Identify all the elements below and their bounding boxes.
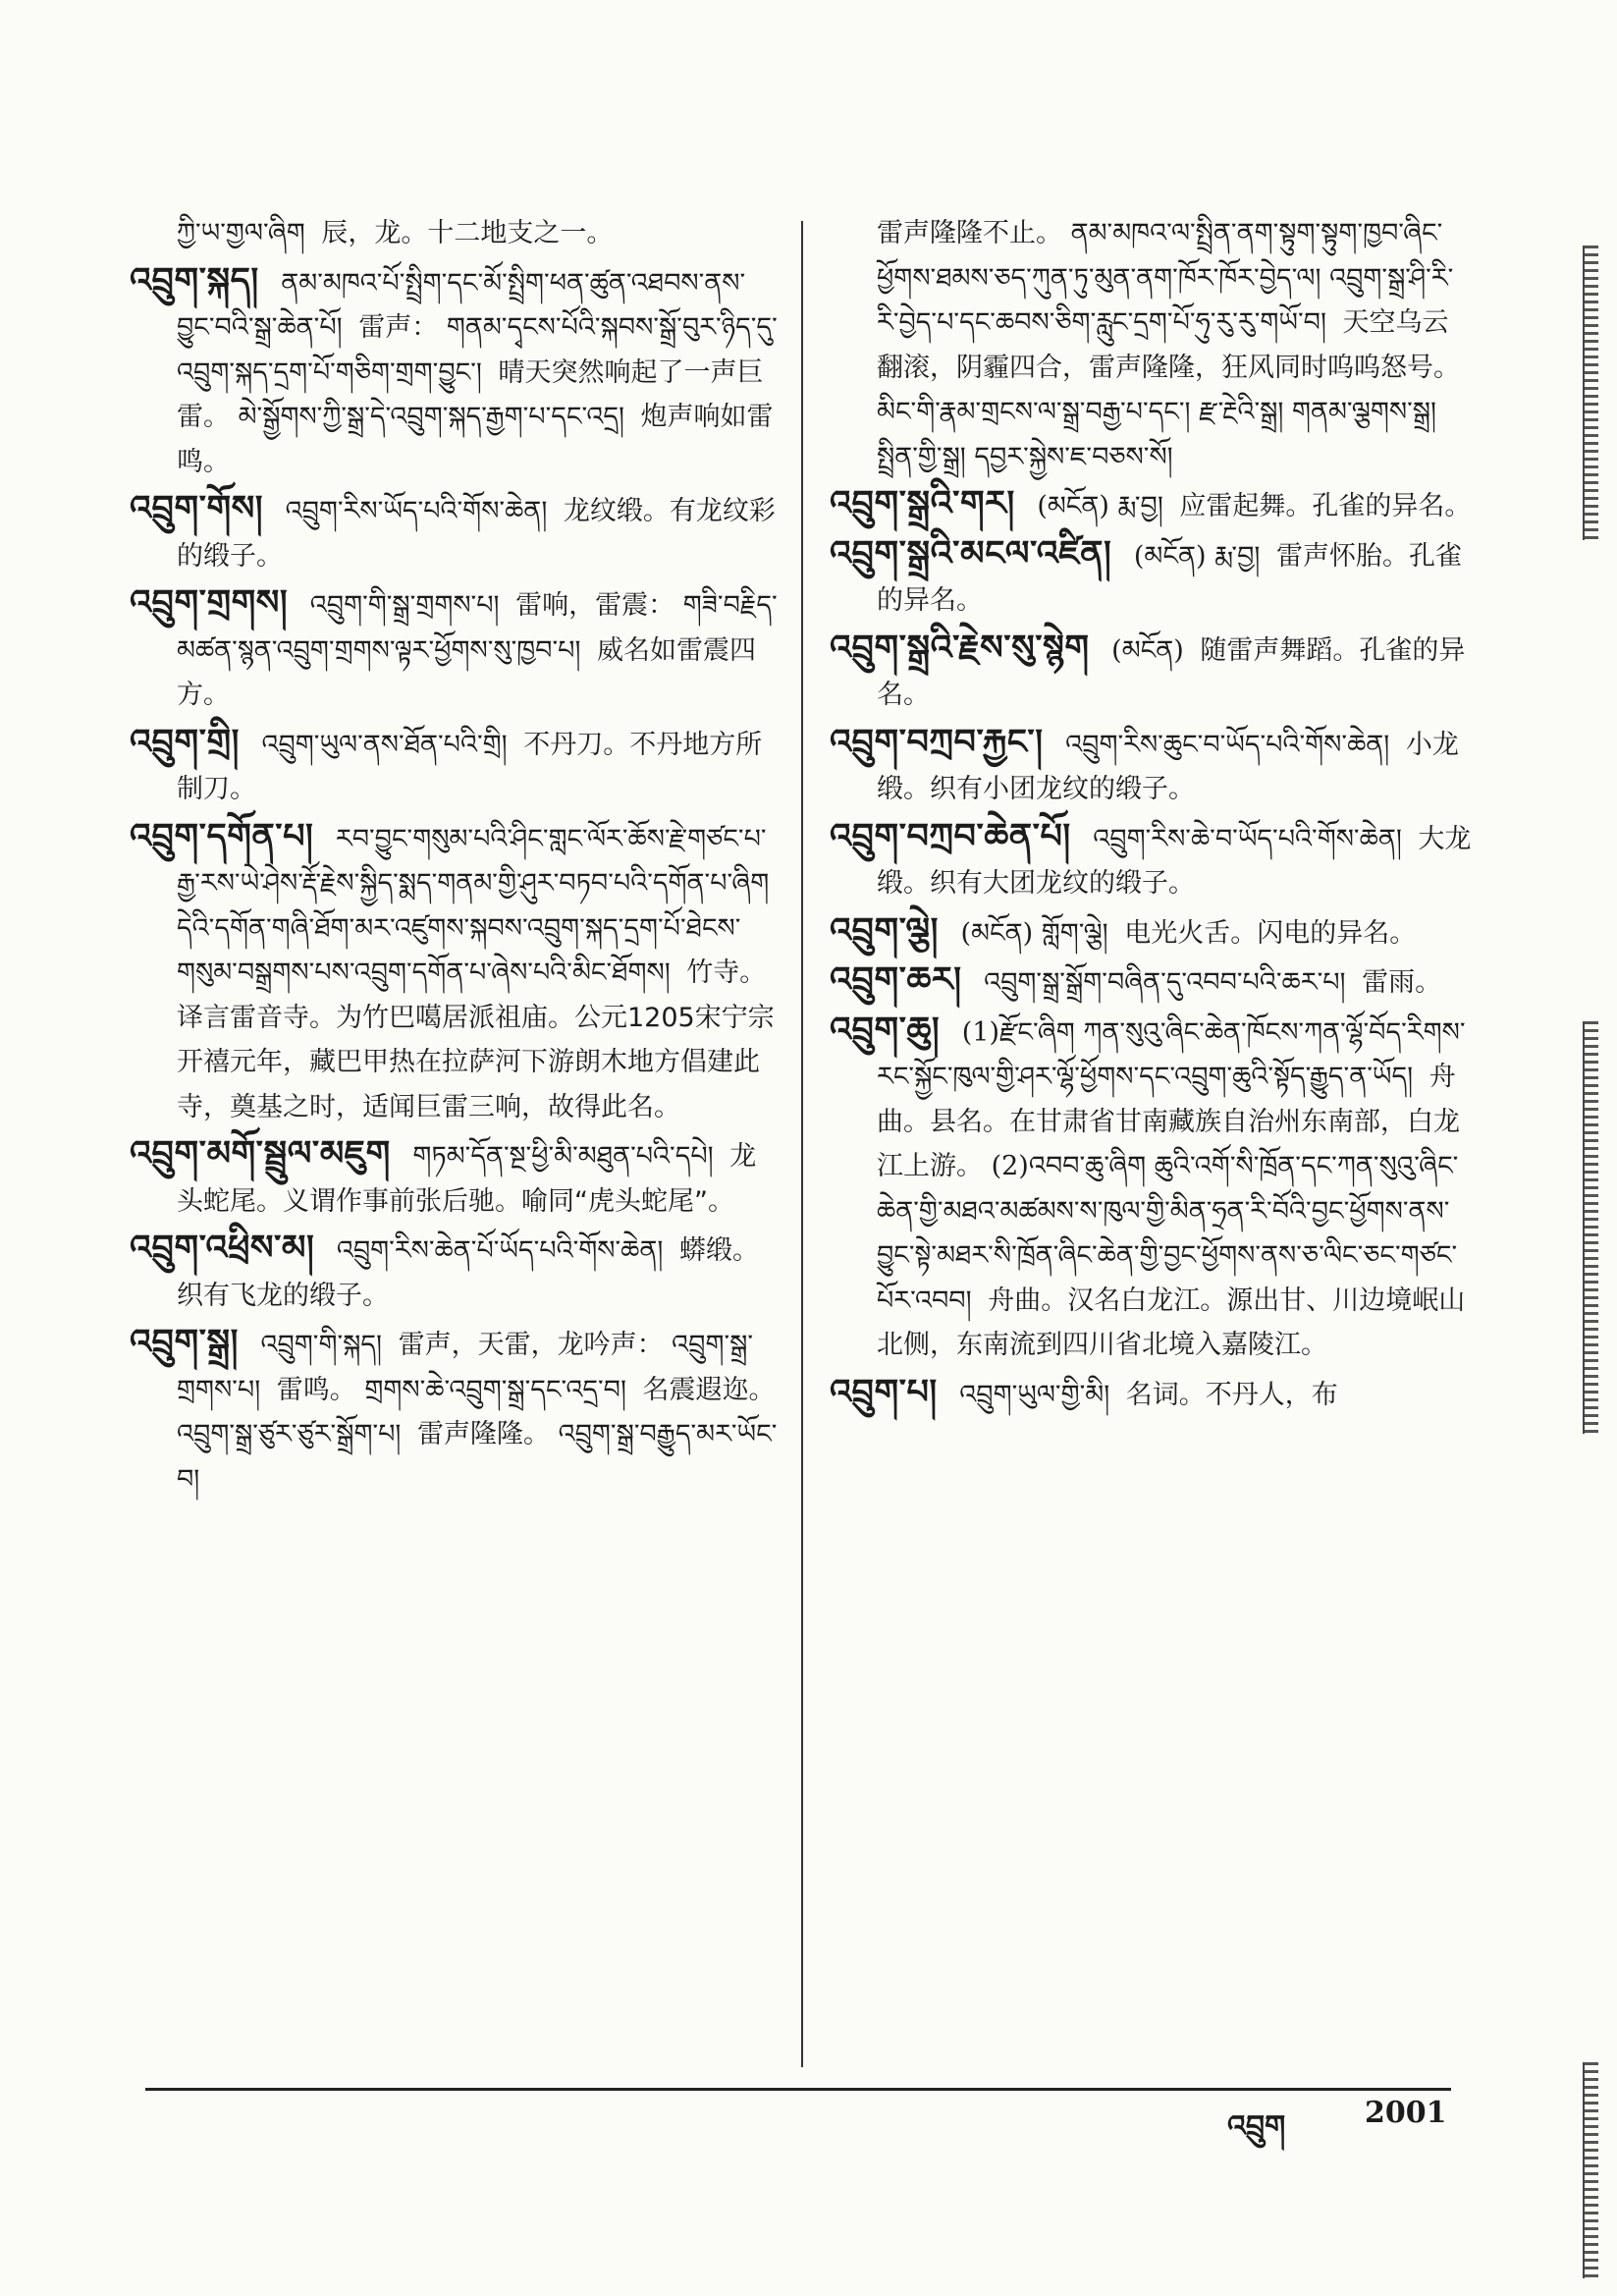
- tibetan-example: ནམ་མཁའ་ལ་སྤྲིན་ནག་སྟུག་སྟུག་ཁྱབ་ཞིང་ཕྱོགས་ཐམས་ཅད་ཀུན་ཏུ་མུན་ནག་ཁོར་ཁོར་བྱེད་ལ། འབྲུག་སྒྲ་ཤི་རི་རི་བྱེད་པ་དང་ཆབས་ཅིག་རླུང་དྲག་པོ་ཧུ་རུ་རུ་གཡོ་བ།: [877, 218, 1454, 338]
- tibetan-example: འབྲུག་སྒྲ་ཙུར་ཙུར་སྒྲོག་པ།: [177, 1419, 410, 1449]
- headword: འབྲུག་གོས།: [130, 488, 264, 528]
- chinese-gloss: 雷响，雷震：: [515, 590, 675, 621]
- chinese-gloss: 电光火舌。闪电的异名。: [1124, 917, 1417, 949]
- dict-entry: [830, 957, 1473, 1006]
- chinese-gloss: 应雷起舞。孔雀的异名。: [1179, 491, 1472, 521]
- dict-entry: [130, 1226, 782, 1318]
- dict-entry: [830, 720, 1473, 812]
- tibetan-definition: (1)རྫོང་ཞིག ཀན་སུའུ་ཞིང་ཆེན་ཁོངས་ཀན་ལྷོ་བོད་རིགས་རང་སྐྱོང་ཁུལ་གྱི་ཤར་ལྷོ་ཕྱོགས་དང་འབྲུག་ཆུའི་སྟོད་རྒྱུད་ན་ཡོད།: [877, 1016, 1466, 1092]
- dict-entry: [830, 1008, 1473, 1368]
- tibetan-definition: རབ་བྱུང་གསུམ་པའི་ཤིང་གླང་ལོར་ཆོས་རྗེ་གཙང་པ་རྒྱ་རས་ཡེ་ཤེས་རྡོ་རྗེས་སྐྱིད་སྨད་གནམ་གྱི་ཤུར་བཏབ་པའི་དགོན་པ་ཞིག དེའི་དགོན་གཞི་ཐོག་མར་འཛུགས་སྐབས་འབྲུག་སྐད་དྲག་པོ་ཐེངས་གསུམ་བསྒྲགས་པས་འབྲུག་དགོན་པ་ཞེས་པའི་མིང་ཐོགས།: [177, 823, 770, 988]
- chinese-gloss: 雷声怀胎。孔雀的异名。: [877, 540, 1462, 616]
- chinese-gloss: 蟒缎。织有飞龙的缎子。: [177, 1235, 759, 1311]
- dict-entry: [130, 486, 782, 578]
- chinese-gloss: 龙纹缎。有龙纹彩的缎子。: [177, 496, 776, 572]
- dict-entry: [830, 211, 1473, 479]
- dict-entry: [830, 531, 1473, 624]
- tibetan-definition: ཀྱི་ཡ་གྱལ་ཞིག: [177, 218, 305, 248]
- chinese-example: 雷鸣。: [276, 1374, 356, 1405]
- chinese-example: 天空乌云翻滚，阴霾四合，雷声隆隆，狂风同时呜呜怒号。: [877, 307, 1460, 383]
- tibetan-example: འབྲུག་སྒྲ་བརྒྱུད་མར་ཡོང་བ།: [177, 1419, 778, 1495]
- chinese-gloss: 小龙缎。织有小团龙纹的缎子。: [877, 729, 1459, 804]
- column-divider: [801, 221, 803, 2067]
- chinese-gloss: 雷声隆隆不止。: [877, 218, 1062, 248]
- tibetan-definition: གཏམ་དོན་སྔ་ཕྱི་མི་མཐུན་པའི་དཔེ།: [412, 1141, 723, 1172]
- tibetan-definition: འབྲུག་ཡུལ་གྱི་མི།: [959, 1379, 1118, 1410]
- tibetan-example: གཟི་བརྗིད་མཚན་སྙན་འབྲུག་གྲགས་ལྟར་ཕྱོགས་སུ་ཁྱབ་པ།: [177, 590, 778, 666]
- headword: འབྲུག་སྒྲའི་རྗེས་སུ་སྙེག: [830, 627, 1090, 668]
- chinese-gloss: 竹寺。译言雷音寺。为竹巴噶居派祖庙。公元1205宋宁宗开禧元年，藏巴甲热在拉萨河下游朗木地方倡建此寺，奠基之时，适闻巨雷三响，故得此名。: [177, 957, 775, 1122]
- tibetan-example: མེ་སྒྱོགས་ཀྱི་སྒྲ་དེ་འབྲུག་སྐད་རྒྱག་པ་དང་འདྲ།: [238, 402, 633, 432]
- binding-edge: [1583, 1021, 1598, 1434]
- dict-entry: [830, 626, 1473, 718]
- chinese-gloss: 舟曲。汉名白龙江。源出甘、川边境岷山北侧，东南流到四川省北境入嘉陵江。: [877, 1285, 1466, 1360]
- tibetan-definition: འབྲུག་གི་སྒྲ་གྲགས་པ།: [309, 590, 509, 621]
- headword: འབྲུག་ཆར།: [830, 959, 962, 1000]
- binding-edge: [1583, 2062, 1598, 2278]
- chinese-example: 炮声响如雷鸣。: [177, 402, 774, 477]
- headword: འབྲུག་ཆུ།: [830, 1009, 941, 1050]
- right-column: [830, 211, 1473, 1419]
- chinese-gloss: 雷雨。: [1362, 967, 1442, 998]
- dict-entry: [130, 814, 782, 1130]
- tibetan-definition: ནམ་མཁའ་པོ་སྤྲིག་དང་མོ་སྤྲིག་ཕན་ཚུན་འཐབས་ནས་བྱུང་བའི་སྒྲ་ཆེན་པོ།: [177, 267, 746, 343]
- dict-entry: [830, 814, 1473, 906]
- headword: འབྲུག་མགོ་སྦྲུལ་མཇུག: [130, 1133, 391, 1174]
- tibetan-definition: (2)འབབ་ཆུ་ཞིག ཆུའི་འགོ་སི་ཁྲོན་དང་ཀན་སུའུ་ཞིང་ཆེན་གྱི་མཐའ་མཚམས་ས་ཁུལ་གྱི་མིན་ཧྲན་རི་བོའི་བྱང་ཕྱོགས་ནས་བྱུང་སྟེ་མཐར་སི་ཁྲོན་ཞིང་ཆེན་གྱི་བྱང་ཕྱོགས་ནས་ཅ་ལིང་ཅང་གཙང་པོར་འབབ།: [877, 1151, 1459, 1316]
- dict-entry: [830, 481, 1473, 529]
- headword: འབྲུག་སྒྲའི་གར།: [830, 483, 1015, 523]
- headword: འབྲུག་བཀྲབ་ཆེན་པོ།: [830, 815, 1071, 856]
- tibetan-example: མིང་གི་རྣམ་གྲངས་ལ་སྒྲ་བརྒྱ་པ་དང་། རྫ་རྔེའི་སྒྲ། གནམ་ལྕགས་སྒྲ། སྤྲིན་གྱི་སྒྲ། དབྱར་སྐྱེས་ཇ་བཅས་སོ།: [877, 397, 1436, 472]
- tibetan-definition: འབྲུག་སྒྲ་སྒྲོག་བཞིན་དུ་འབབ་པའི་ཆར་པ།: [984, 967, 1355, 998]
- dict-entry: [130, 258, 782, 485]
- tibetan-example: འབྲུག་སྒྲ་གྲགས་པ།: [177, 1330, 754, 1405]
- tibetan-definition: འབྲུག་རིས་ཆུང་བ་ཡོད་པའི་གོས་ཆེན།: [1065, 729, 1398, 760]
- tibetan-definition: འབྲུག་རིས་ཆེན་པོ་ཡོད་པའི་གོས་ཆེན།: [336, 1235, 672, 1266]
- chinese-gloss: 大龙缎。织有大团龙纹的缎子。: [877, 823, 1472, 899]
- dict-entry: [830, 1370, 1473, 1418]
- dict-entry: [130, 1320, 782, 1502]
- tibetan-example: གནམ་དྭངས་པོའི་སྐབས་སྒྲོ་བུར་ཉིད་དུ་འབྲུག་སྐད་དྲག་པོ་གཅིག་གྲག་བྱུང་།: [177, 312, 778, 388]
- tibetan-definition: (མངོན) གློག་ལྕེ།: [960, 917, 1117, 949]
- dict-entry: [130, 720, 782, 812]
- chinese-example: 名震遐迩。: [642, 1374, 776, 1405]
- chinese-gloss: 雷声，天雷，龙吟声：: [398, 1330, 664, 1360]
- footer-rule: [145, 2088, 1451, 2091]
- chinese-example: 威名如雷震四方。: [177, 634, 757, 710]
- tibetan-definition: འབྲུག་རིས་ཆེ་བ་ཡོད་པའི་གོས་ཆེན།: [1093, 823, 1411, 854]
- headword: འབྲུག་སྐད།: [130, 259, 259, 301]
- headword: འབྲུག་བཀྲབ་རྐྱང་།: [830, 721, 1044, 762]
- tibetan-definition: འབྲུག་ཡུལ་ནས་ཐོན་པའི་གྲི།: [261, 729, 516, 760]
- dict-entry: [830, 908, 1473, 957]
- page-number: 2001: [1365, 2096, 1447, 2130]
- tibetan-definition: (མངོན) རྨ་བྱ།: [1037, 491, 1172, 521]
- chinese-gloss: 不丹刀。不丹地方所制刀。: [177, 729, 763, 804]
- chinese-gloss: 舟曲。县名。在甘肃省甘南藏族自治州东南部，白龙江上游。: [877, 1062, 1460, 1181]
- chinese-gloss: 随雷声舞蹈。孔雀的异名。: [877, 634, 1466, 710]
- dict-entry: [130, 211, 782, 256]
- tibetan-definition: (མངོན) རྨ་བྱ།: [1133, 540, 1268, 572]
- running-head: འབྲུག: [1227, 2109, 1286, 2144]
- binding-edge: [1583, 246, 1598, 540]
- chinese-gloss: 辰，龙。十二地支之一。: [321, 218, 614, 248]
- headword: འབྲུག་དགོན་པ།: [130, 815, 314, 856]
- headword: འབྲུག་འཕྲིས་མ།: [130, 1228, 315, 1268]
- dict-entry: [130, 1131, 782, 1224]
- chinese-example: 晴天突然响起了一声巨雷。: [177, 356, 764, 432]
- headword: འབྲུག་ལྕེ།: [830, 909, 939, 951]
- tibetan-definition: འབྲུག་རིས་ཡོད་པའི་གོས་ཆེན།: [285, 496, 556, 526]
- headword: འབྲུག་གྲི།: [130, 721, 240, 762]
- dict-entry: [130, 580, 782, 718]
- headword: འབྲུག་སྒྲའི་མངལ་འཛིན།: [830, 532, 1112, 574]
- headword: འབྲུག་པ།: [830, 1371, 938, 1412]
- chinese-gloss: 龙头蛇尾。义谓作事前张后驰。喻同“虎头蛇尾”。: [177, 1141, 757, 1217]
- tibetan-definition: (མངོན): [1111, 634, 1193, 666]
- chinese-gloss: 名词。不丹人，布: [1125, 1379, 1338, 1410]
- tibetan-definition: འབྲུག་གི་སྐད།: [260, 1330, 391, 1360]
- chinese-example: 雷声隆隆。: [417, 1419, 551, 1449]
- headword: འབྲུག་གྲགས།: [130, 582, 289, 623]
- left-column: [130, 211, 782, 1503]
- tibetan-example: གྲགས་ཆེ་འབྲུག་སྒྲ་དང་འདྲ་བ།: [364, 1374, 635, 1405]
- headword: འབྲུག་སྒྲ།: [130, 1322, 239, 1362]
- chinese-gloss: 雷声：: [358, 312, 439, 343]
